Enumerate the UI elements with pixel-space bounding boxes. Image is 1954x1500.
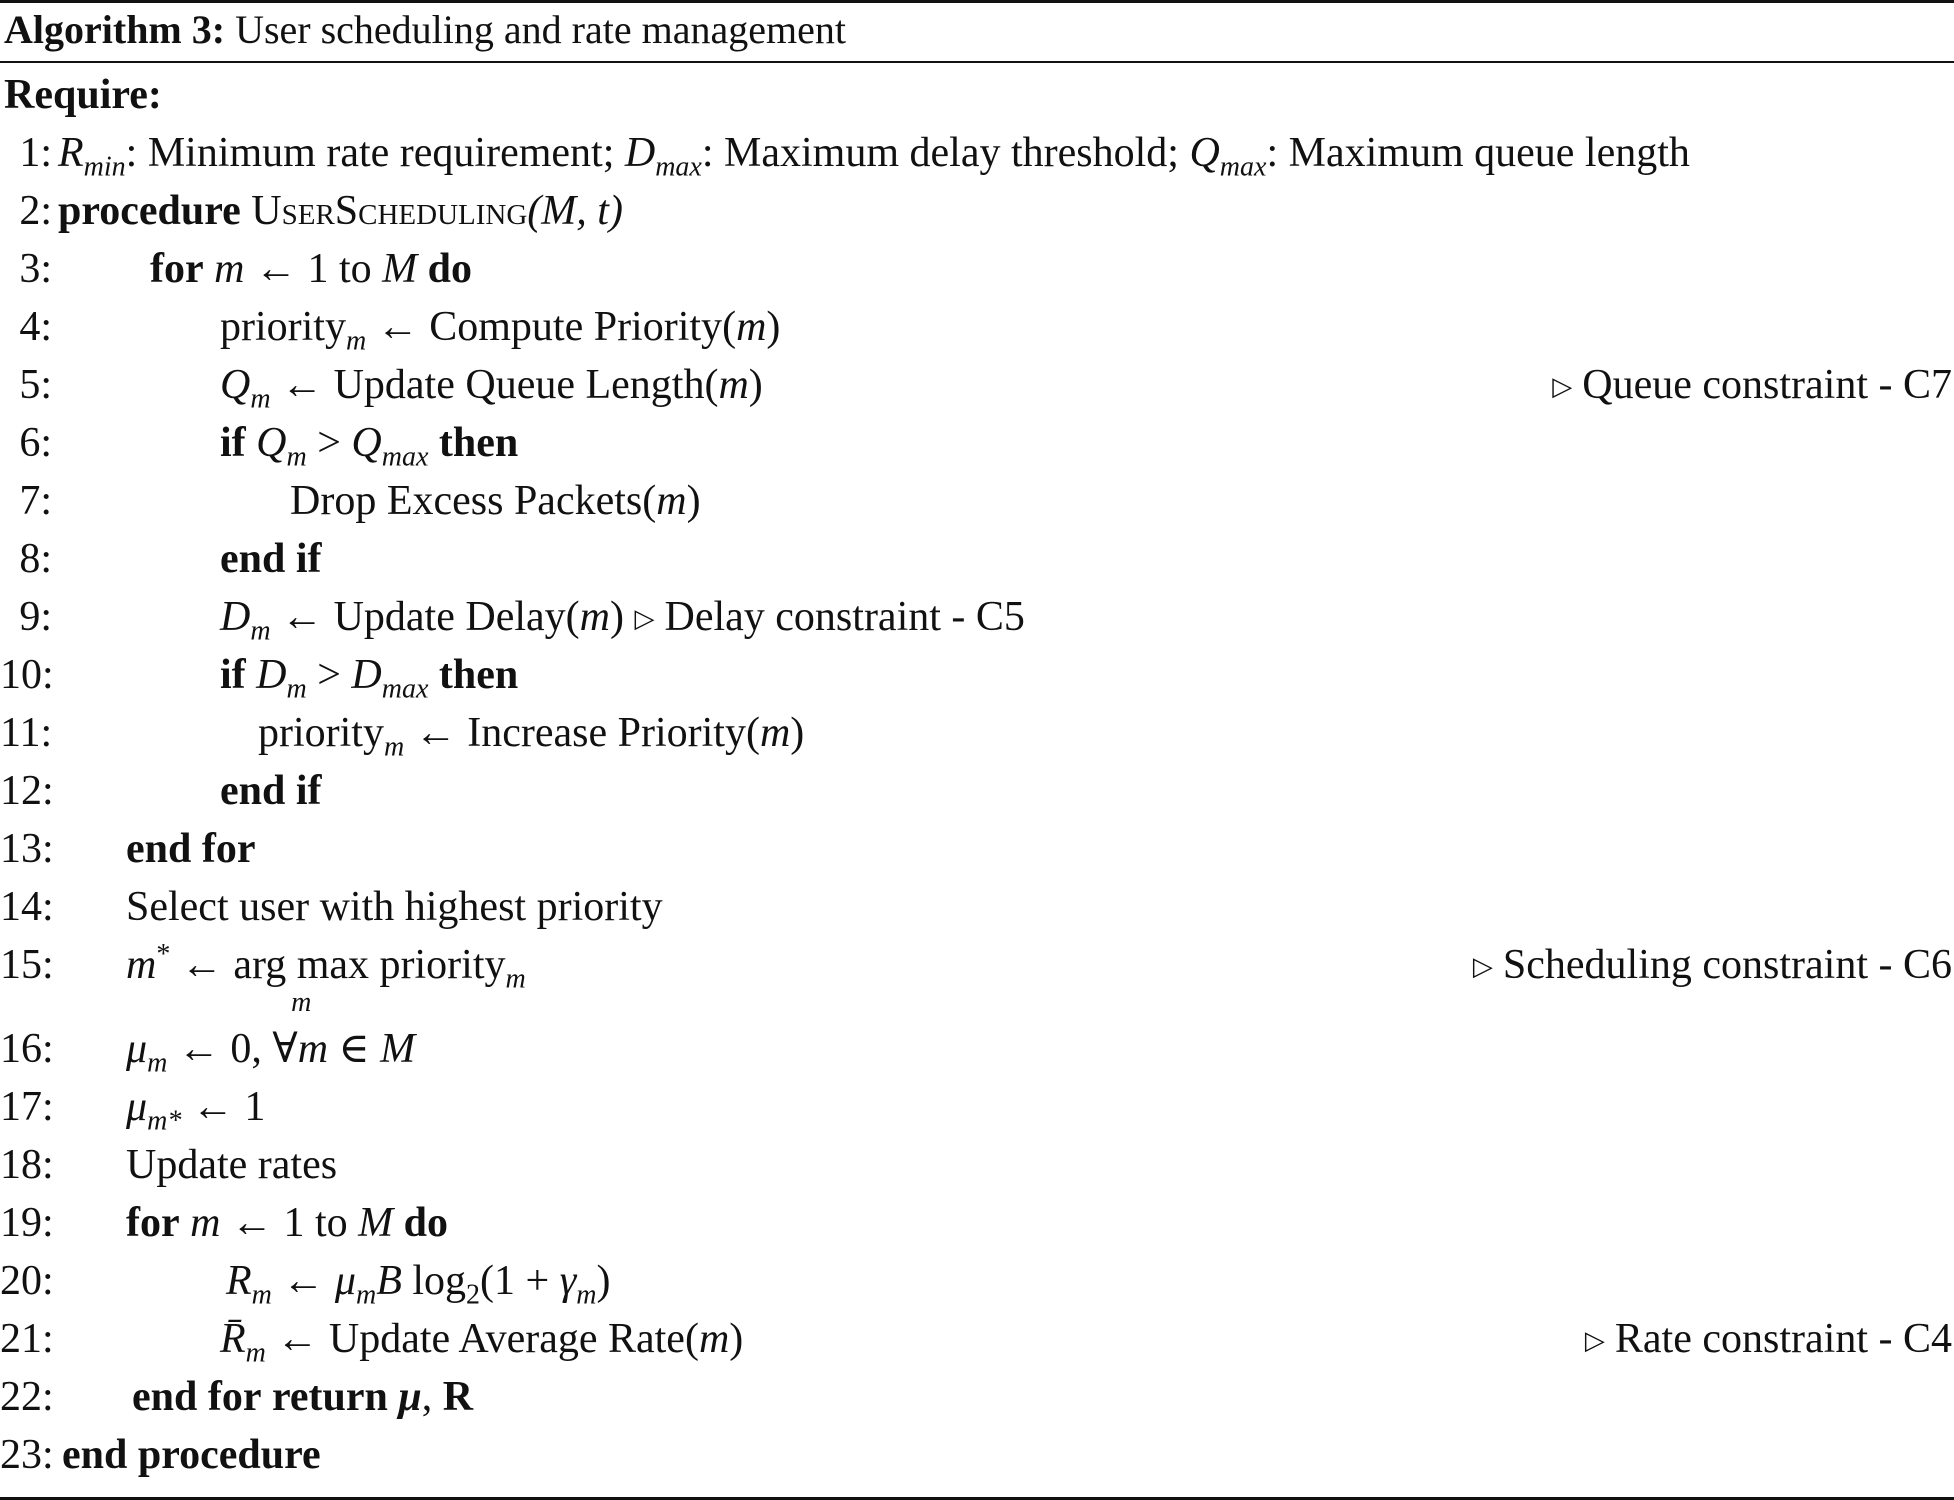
line-number: 1: (19, 130, 52, 176)
line-code: if $Q_m > Q_{max}$ then (220, 420, 519, 473)
require-label: Require: (4, 72, 162, 118)
algo-line-6 (0, 414, 1954, 472)
line-number: 23: (0, 1432, 54, 1478)
line-code: for m ← 1 to M do (150, 246, 473, 292)
algo-line-10 (0, 646, 1954, 704)
line-code: end for (126, 826, 256, 872)
line-number: 4: (19, 304, 52, 350)
line-number: 17: (0, 1084, 54, 1130)
triangle-icon: ▷ (1472, 952, 1493, 981)
line-code: Update rates (126, 1142, 338, 1188)
algorithm-title: User scheduling and rate management (235, 7, 846, 52)
algo-line-3 (0, 240, 1954, 298)
algo-line-15 (0, 936, 1954, 1018)
line-number: 7: (19, 478, 52, 524)
algo-line-13 (0, 820, 1954, 878)
caption-rule (0, 61, 1954, 63)
line-code: $R̄_m$ ← Update Average Rate(m) (220, 1316, 744, 1369)
comment-scheduling: ▷ Scheduling constraint - C6 (1472, 942, 1952, 988)
line-number: 20: (0, 1258, 54, 1304)
line-number: 10: (0, 652, 54, 698)
line-code: if $D_m > D_{max}$ then (220, 652, 519, 705)
line-number: 8: (19, 536, 52, 582)
line-number: 11: (0, 710, 53, 756)
top-rule (0, 0, 1954, 3)
line-code: priority$_m$ ← Increase Priority(m) (258, 710, 805, 763)
triangle-icon: ▷ (1552, 372, 1573, 401)
line-number: 3: (19, 246, 52, 292)
algo-line-17 (0, 1078, 1954, 1136)
require-line (0, 66, 1954, 124)
algo-line-1 (0, 124, 1954, 182)
line-number: 21: (0, 1316, 54, 1362)
line-number: 6: (19, 420, 52, 466)
line-code: for m ← 1 to M do (126, 1200, 449, 1246)
algo-line-18 (0, 1136, 1954, 1194)
line-number: 22: (0, 1374, 54, 1420)
comment-queue: ▷ Queue constraint - C7 (1552, 362, 1952, 408)
algo-line-21 (0, 1310, 1954, 1368)
algo-line-4 (0, 298, 1954, 356)
line-number: 2: (19, 188, 52, 234)
algorithm-caption (4, 4, 846, 56)
line-code: end for return μ, R (132, 1374, 474, 1420)
line-number: 19: (0, 1200, 54, 1246)
line-code: $\mu_{m*}$ ← 1 (126, 1084, 266, 1137)
algo-line-2 (0, 182, 1954, 240)
comment-rate: ▷ Rate constraint - C4 (1584, 1316, 1952, 1362)
algorithm-label: Algorithm 3: (4, 7, 226, 52)
algo-line-9 (0, 588, 1954, 646)
line-number: 15: (0, 942, 54, 988)
triangle-icon: ▷ (634, 604, 655, 633)
algo-line-22 (0, 1368, 1954, 1426)
line-number: 13: (0, 826, 54, 872)
line-number: 18: (0, 1142, 54, 1188)
algo-line-23 (0, 1426, 1954, 1484)
line-code: end procedure (62, 1432, 321, 1478)
algo-line-12 (0, 762, 1954, 820)
line-code: $R_m$ ← $\mu_mB$ $\log_2(1 + \gamma_m)$ (226, 1258, 611, 1311)
line-number: 9: (19, 594, 52, 640)
algo-line-11 (0, 704, 1954, 762)
algo-line-20 (0, 1252, 1954, 1310)
line-number: 14: (0, 884, 54, 930)
comment-delay: Delay constraint - C5 (664, 594, 1025, 640)
line-code: procedure UserScheduling(M, t) (58, 188, 623, 234)
algo-line-5 (0, 356, 1954, 414)
triangle-icon: ▷ (1584, 1326, 1605, 1355)
algo-line-7 (0, 472, 1954, 530)
line-code: $Q_m$ ← Update Queue Length(m) (220, 362, 763, 415)
algo-line-14 (0, 878, 1954, 936)
line-code: $\mu_m$ ← 0, ∀m ∈ M (126, 1026, 416, 1079)
line-code: Select user with highest priority (126, 884, 663, 930)
line-code: end if (220, 768, 322, 814)
algo-line-19 (0, 1194, 1954, 1252)
line-number: 5: (19, 362, 52, 408)
line-code: Drop Excess Packets(m) (290, 478, 701, 524)
line-number: 16: (0, 1026, 54, 1072)
algo-line-8 (0, 530, 1954, 588)
algo-line-16 (0, 1020, 1954, 1078)
line-code: $R_{min}$: Minimum rate requirement; $D_{max}$: Maximum delay threshold; $Q_{max}$: Maximum queue length (58, 130, 1690, 183)
line-code: $D_m$ ← Update Delay(m) ▷ Delay constraint - C5 (220, 594, 1025, 647)
line-code: priority$_m$ ← Compute Priority(m) (220, 304, 781, 357)
line-number: 12: (0, 768, 54, 814)
line-code: m* ← arg max m priority$_m$ (126, 939, 526, 1018)
line-code: end if (220, 536, 322, 582)
